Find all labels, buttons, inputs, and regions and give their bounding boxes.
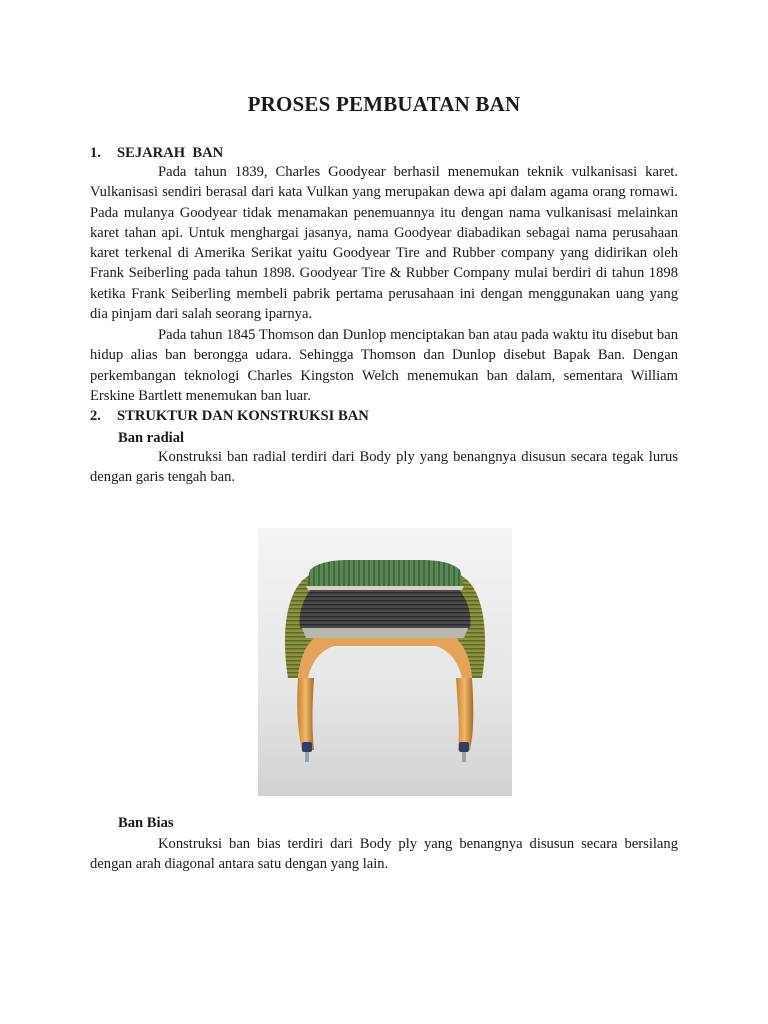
paragraph-ban-radial: Konstruksi ban radial terdiri dari Body ply yang benangnya disusun secara tegak lurus dengan garis tengah ban.: [90, 449, 678, 486]
belt-edge: [302, 628, 468, 638]
paragraph-sejarah-1: Pada tahun 1839, Charles Goodyear berhasil menemukan teknik vulkanisasi karet. Vulkanisasi sendiri berasal dari kata Vulkan yang merupakan dewa api dalam agama orang romawi. Pada mulanya Goodyear tidak menamakan penemuannya itu dengan nama vulkanisasi melainkan karet tahan api. Untuk menghargai jasanya, nama Goodyear diabadikan sebagai nama perusahaan karet terkenal di Amerika Serikat yaitu Goodyear Tire and Rubber company yang didirikan oleh Frank Seiberling pada tahun 1898. Goodyear Tire & Rubber Company mulai berdiri di tahun 1898 ketika Frank Seiberling membeli pabrik pertama perusahaan ini dengan menggunakan uang yang dia pinjam dari salah seorang iparnya.: [90, 164, 678, 323]
left-ply-wall: [297, 678, 314, 750]
section-title: STRUKTUR DAN KONSTRUKSI BAN: [117, 408, 369, 424]
paragraph-sejarah-2: Pada tahun 1845 Thomson dan Dunlop menciptakan ban atau pada waktu itu disebut ban hidup alias ban berongga udara. Sehingga Thomson dan Dunlop disebut Bapak Ban. Dengan perkembangan teknologi Charles Kingston Welch menemukan ban dalam, sementara William Erskine Bartlett menemukan ban luar.: [90, 327, 678, 404]
left-bead: [302, 742, 312, 752]
section-number: 2.: [90, 408, 101, 424]
left-bead-wire: [305, 752, 309, 762]
paragraph-ban-bias: Konstruksi ban bias terdiri dari Body ply yang benangnya disusun secara bersilang dengan arah diagonal antara satu dengan yang lain.: [90, 836, 678, 873]
section-heading-struktur: [90, 406, 369, 426]
right-bead: [459, 742, 469, 752]
tread-cap: [306, 560, 464, 586]
radial-tire-figure: [258, 528, 512, 796]
section-number: 1.: [90, 145, 101, 161]
right-ply-wall: [456, 678, 473, 750]
tread-base: [306, 586, 464, 590]
steel-belt: [300, 586, 471, 628]
page-title: PROSES PEMBUATAN BAN: [247, 92, 521, 116]
inner-liner: [298, 632, 472, 678]
radial-tire-illustration: [258, 528, 512, 796]
subheading-ban-bias: Ban Bias: [118, 815, 174, 831]
subheading-ban-radial: Ban radial: [118, 430, 185, 446]
section-heading-sejarah: [90, 143, 223, 163]
right-bead-wire: [462, 752, 466, 762]
section-title: SEJARAH BAN: [117, 145, 224, 161]
